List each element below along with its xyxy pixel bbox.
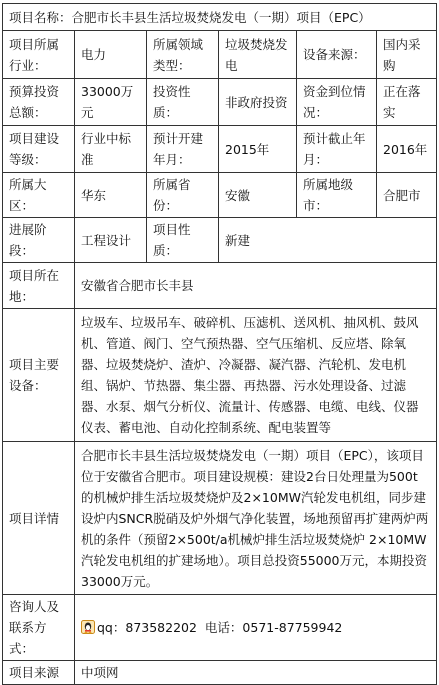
project-name-row	[3, 4, 437, 31]
project-info-table	[2, 3, 437, 685]
project-type-label: 项目性质：	[147, 218, 219, 263]
investment-nature-label: 投资性质：	[147, 79, 219, 126]
industry-label: 项目所属行业：	[3, 31, 75, 79]
project-name-label: 项目名称：	[9, 9, 72, 25]
end-date-value: 2016年	[377, 126, 437, 173]
field-value: 垃圾焚烧发电	[219, 31, 297, 79]
field-label: 所属领域类型：	[147, 31, 219, 79]
details-label: 项目详情	[3, 442, 75, 595]
region-value: 华东	[75, 173, 147, 218]
qq-icon	[81, 619, 95, 633]
industry-value: 电力	[75, 31, 147, 79]
equipment-source-value: 国内采购	[377, 31, 437, 79]
construction-level-label: 项目建设等级：	[3, 126, 75, 173]
region-label: 所属大区：	[3, 173, 75, 218]
start-date-label: 预计开建年月：	[147, 126, 219, 173]
end-date-label: 预计截止年月：	[297, 126, 377, 173]
province-label: 所属省份：	[147, 173, 219, 218]
qq-number: 873582202	[125, 620, 197, 635]
details-value: 合肥市长丰县生活垃圾焚烧发电（一期）项目（EPC），该项目位于安徽省合肥市。项目建设规模：建设2台日处理量为500t的机械炉排生活垃圾焚烧炉及2×10MW汽轮发电机组，同步建设炉内SNCR脱硝及炉外烟气净化装置，场地预留再扩建两炉两机的条件（预留2×500t/a机械炉排生活垃圾焚烧炉 2×10MW汽轮发电机组的扩建场地）。项目总投资55000万元，本期投资33000万元。	[75, 442, 437, 595]
qq-prefix: qq：	[97, 620, 126, 635]
location-label: 项目所在地：	[3, 263, 75, 309]
project-name-value: 合肥市长丰县生活垃圾焚烧发电（一期）项目（EPC）	[71, 9, 371, 25]
province-value: 安徽	[219, 173, 297, 218]
contact-value	[75, 595, 437, 661]
contact-label: 咨询人及联系方式：	[3, 595, 75, 661]
construction-level-value: 行业中标准	[75, 126, 147, 173]
phone-number: 0571-87759942	[242, 620, 343, 635]
start-date-value: 2015年	[219, 126, 297, 173]
phone-prefix: 电话：	[204, 620, 243, 635]
funds-status-value: 正在落实	[377, 79, 437, 126]
city-label: 所属地级市：	[297, 173, 377, 218]
stage-label: 进展阶段：	[3, 218, 75, 263]
source-value: 中项网	[75, 661, 437, 685]
funds-status-label: 资金到位情况：	[297, 79, 377, 126]
budget-value: 33000万元	[75, 79, 147, 126]
city-value: 合肥市	[377, 173, 437, 218]
equipment-label: 项目主要设备：	[3, 309, 75, 442]
budget-label: 预算投资总额：	[3, 79, 75, 126]
investment-nature-value: 非政府投资	[219, 79, 297, 126]
equipment-value: 垃圾车、垃圾吊车、破碎机、压滤机、送风机、抽风机、鼓风机、管道、阀门、空气预热器、空气压缩机、反应塔、除氧器、垃圾焚烧炉、渣炉、冷凝器、凝汽器、汽轮机、发电机组、锅炉、节热器、集尘器、再热器、污水处理设备、过滤器、水泵、烟气分析仪、流量计、传感器、电缆、电线、仪器仪表、蓄电池、自动化控制系统、配电装置等	[75, 309, 437, 442]
equipment-source-label: 设备来源：	[297, 31, 377, 79]
location-value: 安徽省合肥市长丰县	[75, 263, 437, 309]
stage-value: 工程设计	[75, 218, 147, 263]
project-type-value: 新建	[219, 218, 437, 263]
source-label: 项目来源	[3, 661, 75, 685]
